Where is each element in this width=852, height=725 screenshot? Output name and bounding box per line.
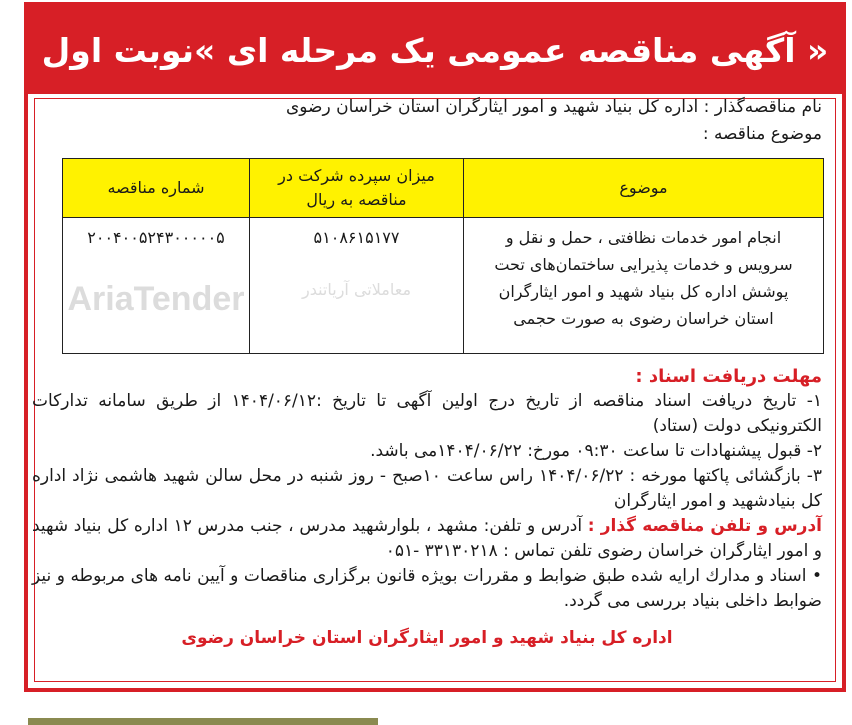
watermark-text: معاملاتی آریاتندر xyxy=(301,280,412,299)
header-deposit: میزان سپرده شرکت در مناقصه به ریال xyxy=(250,159,464,218)
tender-number-value: ۲۰۰۴۰۰۵۲۴۳۰۰۰۰۰۵ xyxy=(87,228,225,247)
cell-subject: انجام امور خدمات نظافتی ، حمل و نقل و سرویس و خدمات پذیرایی ساختمان‌های تحت پوشش اداره کل بنیاد شهید و امور ایثارگران استان خراسان رضوی به صورت حجمی xyxy=(464,218,824,354)
table-row xyxy=(63,218,824,354)
address-label: آدرس و تلفن مناقصه گذار : xyxy=(587,516,822,536)
subject-label: موضوع مناقصه : xyxy=(702,124,822,144)
header-subject: موضوع xyxy=(464,159,824,218)
item-1: ۱- تاریخ دریافت اسناد مناقصه از تاریخ درج اولین آگهی تا تاریخ :۱۴۰۴/۰۶/۱۲ از طریق سامانه تدارکات الکترونیکی دولت (ستاد) xyxy=(32,391,822,436)
ad-title: « آگهی مناقصه عمومی یک مرحله ای »نوبت اول xyxy=(41,30,829,70)
address-block xyxy=(32,514,822,564)
cell-deposit xyxy=(250,218,464,354)
note: • اسناد و مدارك ارایه شده طبق ضوابط و مقررات بویژه قانون برگزاری مناقصات و آیین نامه های مربوطه و نیز ضوابط داخلی بنیاد بررسی می گردد. xyxy=(32,566,822,611)
item-3: ۳- بازگشائی پاکتها مورخه : ۱۴۰۴/۰۶/۲۲ راس ساعت ۱۰صبح - روز شنبه در محل سالن شهید هاشمی نژاد اداره کل بنیادشهید و امور ایثارگران xyxy=(32,466,823,511)
cell-number xyxy=(63,218,250,354)
body-text xyxy=(32,364,822,650)
organizer-line: نام مناقصه‌گذار : اداره کل بنیاد شهید و امور ایثارگران استان خراسان رضوی xyxy=(285,97,822,117)
footer-signature: اداره کل بنیاد شهید و امور ایثارگران استان خراسان رضوی xyxy=(181,628,673,648)
deadline-heading: مهلت دریافت اسناد : xyxy=(635,366,822,387)
table-header-row xyxy=(63,159,824,218)
item-2: ۲- قبول پیشنهادات تا ساعت ۰۹:۳۰ مورخ: ۱۴۰۴/۰۶/۲۲می باشد. xyxy=(370,441,822,461)
deposit-value: ۵۱۰۸۶۱۵۱۷۷ xyxy=(313,228,400,247)
title-banner xyxy=(28,6,842,94)
bottom-bar xyxy=(28,718,378,725)
watermark-logo: AriaTender xyxy=(67,280,245,318)
header-number: شماره مناقصه xyxy=(63,159,250,218)
tender-table xyxy=(62,158,824,354)
address-text: آدرس و تلفن: مشهد ، بلوارشهید مدرس ، جنب مدرس ۱۲ اداره کل بنیاد شهید و امور ایثارگران خراسان رضوی تلفن تماس : ۳۳۱۳۰۲۱۸ -۰۵۱ xyxy=(32,516,822,561)
